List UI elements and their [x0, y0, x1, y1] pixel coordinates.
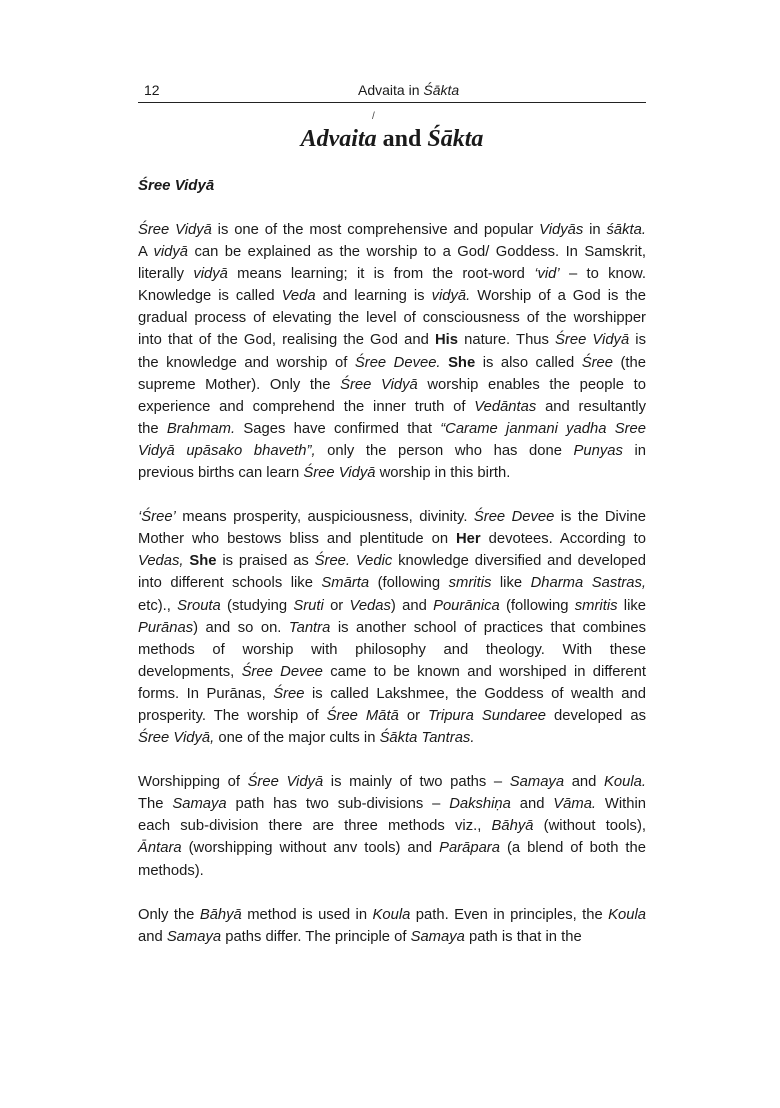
text-line — [138, 771, 646, 793]
text-run: Tripura Sundaree — [428, 707, 547, 724]
text-run: came to be known and worshiped in different — [322, 663, 646, 680]
text-line — [138, 860, 646, 882]
text-run: only the person who has done — [315, 442, 574, 459]
text-run: means prosperity, auspiciousness, divinity. — [175, 509, 474, 526]
text-run: path is that in the — [464, 928, 582, 945]
text-run: Brahmam. — [166, 420, 236, 437]
text-run: is mainly of two paths – — [323, 774, 510, 791]
text-run: is another school of practices that combines — [330, 619, 646, 636]
text-run: vidyā — [193, 266, 228, 283]
text-run: Śree Vidyā, — [138, 730, 215, 747]
text-run: Worshipping of — [138, 774, 248, 791]
text-run: experience and comprehend the inner truth of — [138, 398, 475, 415]
body-text — [138, 219, 646, 970]
text-run: She — [189, 553, 217, 570]
paragraph — [138, 771, 646, 881]
text-run: etc)., — [138, 597, 178, 614]
text-run: Srouta — [177, 597, 221, 614]
text-run: is also called — [475, 354, 582, 371]
text-run: is praised as — [216, 553, 315, 570]
text-run: ‘vid’ — [534, 266, 560, 283]
text-run: Koula. — [604, 774, 646, 791]
text-run: Her — [455, 531, 481, 548]
text-run: She — [448, 354, 476, 371]
text-run: smritis — [574, 597, 618, 614]
text-run: is the Divine — [554, 509, 646, 526]
text-line — [138, 727, 646, 749]
text-run: and — [138, 928, 167, 945]
text-run: developed as — [546, 707, 646, 724]
text-line — [138, 904, 646, 926]
text-line — [138, 793, 646, 815]
text-run: like — [491, 575, 531, 592]
text-run: (studying — [220, 597, 294, 614]
text-run: path has two sub-divisions – — [226, 796, 450, 813]
text-line — [138, 550, 646, 572]
paragraph — [138, 219, 646, 484]
text-line — [138, 661, 646, 683]
running-title-italic: Śākta — [423, 82, 460, 98]
text-run: the knowledge and worship of — [138, 354, 355, 371]
text-run: and — [564, 774, 605, 791]
text-line — [138, 926, 646, 948]
text-run: the — [138, 420, 167, 437]
text-run: or — [398, 707, 429, 724]
text-run: Purānas — [138, 619, 194, 636]
text-run: is — [629, 332, 646, 349]
text-run: ‘Śree’ — [138, 509, 176, 526]
text-run: Śree Vidyā — [303, 465, 376, 482]
text-run: Worship of a God is the — [470, 288, 647, 305]
text-run: Vidyās — [539, 222, 584, 238]
text-run: Veda — [281, 288, 316, 305]
text-line — [138, 307, 646, 329]
text-run: Koula — [372, 906, 411, 923]
text-line — [138, 440, 646, 462]
text-line — [138, 219, 646, 241]
text-run: śākta. — [606, 222, 646, 238]
text-run: Punyas — [573, 442, 623, 459]
text-line — [138, 352, 646, 374]
text-run: one of the major cults in — [214, 730, 380, 747]
text-run: Śree Devee. — [354, 354, 441, 371]
text-run: means learning; it is from the root-word — [227, 266, 535, 283]
text-line — [138, 285, 646, 307]
text-line — [138, 528, 646, 550]
text-run: Mother who bestows bliss and plentitude on — [138, 531, 456, 548]
text-run: Śree — [581, 354, 613, 371]
text-run: His — [434, 332, 458, 349]
text-line — [138, 374, 646, 396]
text-run — [441, 355, 449, 371]
text-run: Śree Vidyā — [555, 332, 630, 349]
chapter-title — [138, 126, 646, 153]
text-run: Samaya — [410, 928, 465, 945]
chapter-title-part-1: Advaita — [300, 126, 377, 152]
text-run: worship in this birth. — [375, 465, 511, 482]
text-run: Dharma Sastras, — [530, 575, 646, 592]
text-line — [138, 639, 646, 661]
text-run: Knowledge is called — [138, 288, 282, 305]
text-run: each sub-division there are three methods viz., — [138, 818, 492, 835]
text-run: Śree Vidyā — [247, 774, 324, 791]
text-run: forms. In Purānas, — [138, 685, 274, 702]
text-run: method is used in — [241, 906, 373, 923]
text-run: Vedas — [349, 597, 391, 614]
text-run: “Carame janmani yadha Sree — [440, 420, 647, 437]
text-run: and — [510, 796, 554, 813]
text-line — [138, 837, 646, 859]
text-run: Śree Devee — [241, 663, 323, 680]
text-run: and learning is — [315, 288, 432, 305]
text-run: Bāhyā — [199, 906, 242, 923]
text-run: worship enables the people to — [417, 376, 646, 393]
text-run: (a blend of both the — [499, 840, 646, 857]
paragraph — [138, 506, 646, 749]
text-run: Dakshiṇa — [449, 796, 511, 813]
text-run: and resultantly — [536, 398, 646, 415]
stray-mark: / — [372, 111, 375, 122]
chapter-title-part-3: Śākta — [427, 126, 484, 152]
text-run: ) and so on. — [193, 619, 289, 636]
text-run: vidyā. — [431, 288, 471, 305]
text-run: Sruti — [293, 597, 324, 614]
text-run: Śree Vidyā — [340, 376, 418, 393]
text-run: previous births can learn — [138, 465, 304, 482]
text-run: (following — [499, 597, 575, 614]
text-run: Śree Vidyā — [138, 222, 212, 238]
running-title — [358, 82, 459, 98]
text-run: Āntara — [138, 840, 182, 857]
text-run: Koula — [608, 906, 647, 923]
text-run: Pourānica — [433, 597, 500, 614]
text-run: Vedāntas — [474, 398, 537, 415]
page-number: 12 — [144, 82, 160, 98]
text-run: Bāhyā — [491, 818, 534, 835]
section-heading: Śree Vidyā — [138, 177, 215, 194]
text-run: vidyā — [153, 244, 189, 261]
text-line — [138, 595, 646, 617]
text-line — [138, 263, 646, 285]
text-run: developments, — [138, 663, 242, 680]
text-run: (following — [369, 575, 449, 592]
text-line — [138, 617, 646, 639]
text-line — [138, 815, 646, 837]
text-run: A — [138, 244, 154, 261]
text-run: devotees. According to — [480, 531, 646, 548]
text-run: Śākta Tantras. — [379, 730, 475, 747]
text-run: (worshipping without anv tools) and — [181, 840, 440, 857]
text-run: ) and — [390, 597, 434, 614]
text-line — [138, 705, 646, 727]
text-run: – to know. — [559, 266, 646, 283]
text-line — [138, 241, 646, 263]
text-line — [138, 418, 646, 440]
text-run: The — [138, 796, 173, 813]
text-run: Śree Devee — [473, 509, 555, 526]
text-run: like — [617, 597, 646, 614]
text-run: Samaya — [509, 774, 565, 791]
text-line — [138, 462, 646, 484]
chapter-title-part-2: and — [376, 126, 428, 152]
text-run: literally — [138, 266, 194, 283]
running-header — [138, 80, 646, 103]
text-run: Tantra — [288, 619, 331, 636]
text-run: Only the — [138, 906, 200, 923]
text-line — [138, 396, 646, 418]
text-run: Śree. Vedic — [314, 553, 393, 570]
text-run: is called Lakshmee, the Goddess of wealth and — [304, 685, 646, 702]
text-run: supreme Mother). Only the — [138, 376, 341, 393]
text-run: path. Even in principles, the — [410, 906, 609, 923]
text-run: into that of the God, realising the God and — [138, 332, 435, 349]
text-line — [138, 572, 646, 594]
text-run: (the — [613, 354, 647, 371]
text-run: into different schools like — [138, 575, 322, 592]
text-run: can be explained as the worship to a God/ Goddess. In Samskrit, — [188, 244, 646, 261]
text-run: paths differ. The principle of — [221, 928, 411, 945]
text-run: gradual process of elevating the level of consciousness of the worshipper — [138, 310, 646, 327]
text-run: Parāpara — [439, 840, 500, 857]
text-run: Samaya — [172, 796, 227, 813]
text-line — [138, 506, 646, 528]
text-run: Samaya — [166, 928, 222, 945]
text-run: nature. Thus — [457, 332, 556, 349]
text-run: Smārta — [321, 575, 370, 592]
text-run: in — [583, 222, 607, 238]
text-run: prosperity. The worship of — [138, 707, 327, 724]
text-run: Vāma. — [553, 796, 597, 813]
text-line — [138, 683, 646, 705]
text-run: Vedas, — [138, 553, 184, 570]
text-run: or — [323, 597, 350, 614]
text-run: Sages have confirmed that — [235, 420, 441, 437]
text-run: in — [622, 442, 646, 459]
text-run: is one of the most comprehensive and popular — [211, 222, 540, 238]
text-run: knowledge diversified and developed — [392, 553, 646, 570]
text-run: methods of worship with philosophy and theology. With these — [138, 641, 646, 658]
text-run: smritis — [448, 575, 492, 592]
text-run: methods). — [138, 862, 204, 879]
text-run: Within — [596, 796, 647, 813]
text-run: Vidyā upāsako bhaveth”, — [138, 442, 316, 459]
text-run: (without tools), — [533, 818, 646, 835]
paragraph — [138, 904, 646, 948]
running-title-plain: Advaita in — [358, 82, 424, 98]
text-run: Śree — [273, 685, 305, 702]
text-line — [138, 329, 646, 351]
text-run: Śree Mātā — [326, 707, 399, 724]
